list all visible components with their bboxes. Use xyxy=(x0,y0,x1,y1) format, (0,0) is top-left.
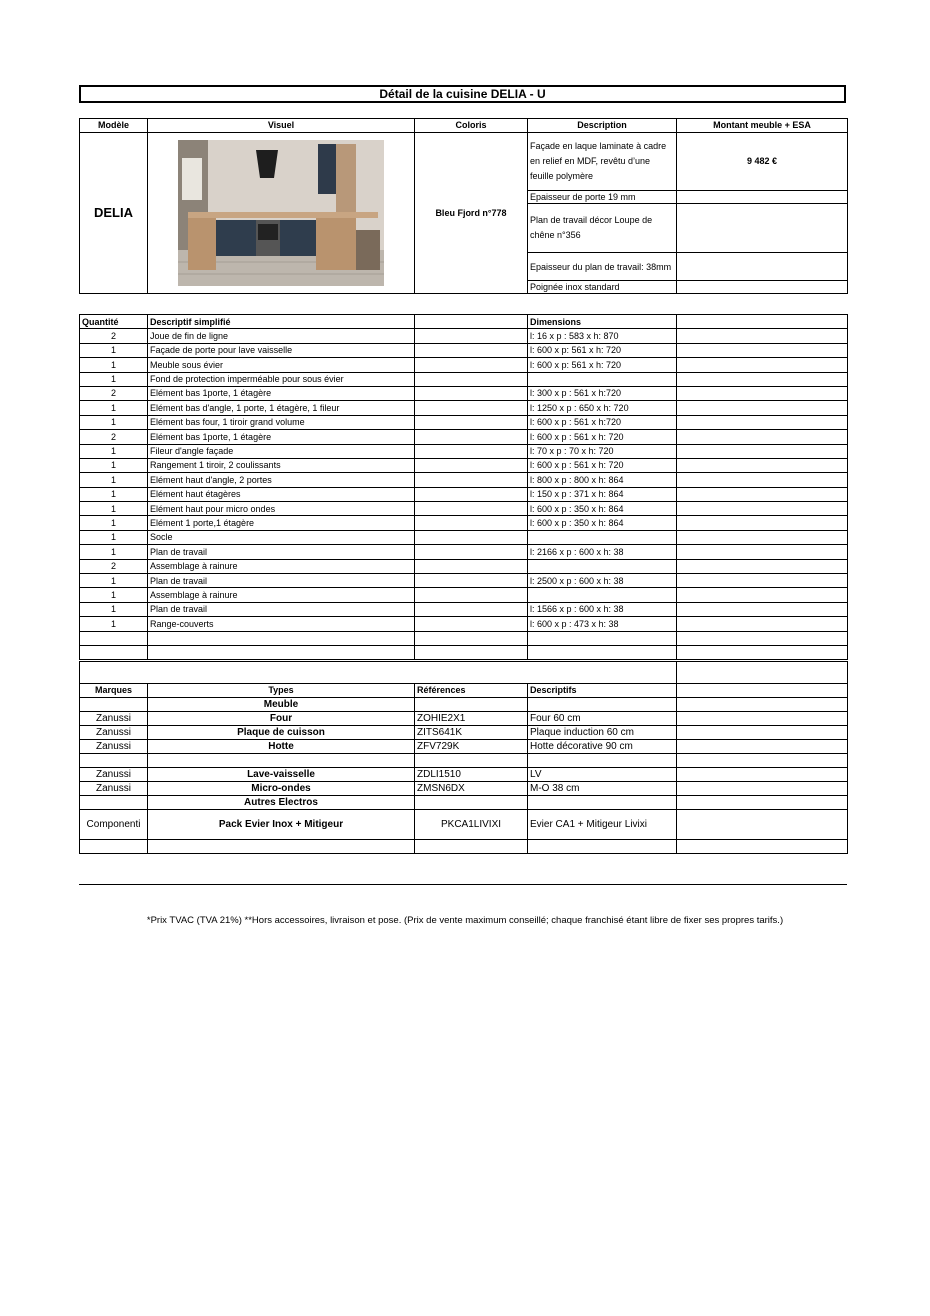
item-desc: Elément haut d'angle, 2 portes xyxy=(148,473,415,487)
item-desc xyxy=(148,645,415,659)
header-descriptifs: Descriptifs xyxy=(528,684,677,698)
item-qty: 1 xyxy=(80,617,148,631)
item-dim xyxy=(528,530,677,544)
item-desc: Elément 1 porte,1 étagère xyxy=(148,516,415,530)
kitchen-illustration xyxy=(178,140,384,286)
appliance-brand: Zanussi xyxy=(80,726,148,740)
model-montant: 9 482 € xyxy=(677,133,848,191)
header-marques: Marques xyxy=(80,684,148,698)
section-autres-electros: Autres Electros xyxy=(148,796,415,810)
table-row xyxy=(80,645,848,659)
appliance-brand: Zanussi xyxy=(80,740,148,754)
item-desc: Meuble sous évier xyxy=(148,358,415,372)
item-qty: 2 xyxy=(80,430,148,444)
item-dim: l: 150 x p : 371 x h: 864 xyxy=(528,487,677,501)
table-row xyxy=(80,430,848,444)
header-coloris: Coloris xyxy=(415,119,528,133)
item-qty: 1 xyxy=(80,444,148,458)
kitchen-image xyxy=(178,140,384,286)
item-desc: Assemblage à rainure xyxy=(148,559,415,573)
table-row xyxy=(80,444,848,458)
appliance-brand: Zanussi xyxy=(80,712,148,726)
header-visuel: Visuel xyxy=(148,119,415,133)
item-desc: Joue de fin de ligne xyxy=(148,329,415,343)
appliance-type: Micro-ondes xyxy=(148,782,415,796)
table-row xyxy=(80,574,848,588)
table-row xyxy=(80,487,848,501)
appliance-type: Hotte xyxy=(148,740,415,754)
item-qty: 1 xyxy=(80,343,148,357)
item-desc: Elément bas 1porte, 1 étagère xyxy=(148,386,415,400)
appliance-desc: Four 60 cm xyxy=(528,712,677,726)
item-desc: Range-couverts xyxy=(148,617,415,631)
header-modele: Modèle xyxy=(80,119,148,133)
table-row xyxy=(80,329,848,343)
appliance-ref: ZFV729K xyxy=(415,740,528,754)
header-dimensions: Dimensions xyxy=(528,315,677,329)
header-quantite: Quantité xyxy=(80,315,148,329)
item-dim: l: 600 x p : 561 x h:720 xyxy=(528,415,677,429)
appliances-table xyxy=(79,661,848,854)
item-dim: l: 600 x p: 561 x h: 720 xyxy=(528,358,677,372)
item-desc: Elément bas d'angle, 1 porte, 1 étagère, 1 fileur xyxy=(148,401,415,415)
item-qty: 1 xyxy=(80,530,148,544)
header-montant: Montant meuble + ESA xyxy=(677,119,848,133)
appliance-desc: LV xyxy=(528,768,677,782)
item-dim: l: 1250 x p : 650 x h: 720 xyxy=(528,401,677,415)
item-qty: 1 xyxy=(80,545,148,559)
header-types: Types xyxy=(148,684,415,698)
componenti-brand: Componenti xyxy=(80,810,148,840)
item-qty: 1 xyxy=(80,401,148,415)
item-desc: Fileur d'angle façade xyxy=(148,444,415,458)
description-2: Epaisseur de porte 19 mm xyxy=(528,191,677,204)
item-desc: Elément haut étagères xyxy=(148,487,415,501)
header-descriptif: Descriptif simplifié xyxy=(148,315,415,329)
appliance-ref: ZITS641K xyxy=(415,726,528,740)
item-desc: Fond de protection imperméable pour sous évier xyxy=(148,372,415,386)
item-qty: 1 xyxy=(80,415,148,429)
header-description: Description xyxy=(528,119,677,133)
appliance-row xyxy=(80,712,848,726)
appliance-ref: ZMSN6DX xyxy=(415,782,528,796)
item-dim: l: 600 x p : 350 x h: 864 xyxy=(528,516,677,530)
table-row xyxy=(80,516,848,530)
table-row xyxy=(80,631,848,645)
appliance-desc: M-O 38 cm xyxy=(528,782,677,796)
componenti-type: Pack Evier Inox + Mitigeur xyxy=(148,810,415,840)
table-row xyxy=(80,502,848,516)
item-dim xyxy=(528,559,677,573)
appliance-desc: Plaque induction 60 cm xyxy=(528,726,677,740)
item-dim: l: 2166 x p : 600 x h: 38 xyxy=(528,545,677,559)
model-name: DELIA xyxy=(80,133,148,294)
table-row xyxy=(80,415,848,429)
item-desc xyxy=(148,631,415,645)
description-5: Poignée inox standard xyxy=(528,281,677,294)
item-dim: l: 600 x p: 561 x h: 720 xyxy=(528,343,677,357)
item-qty: 1 xyxy=(80,372,148,386)
item-qty: 2 xyxy=(80,386,148,400)
table-row xyxy=(80,588,848,602)
item-desc: Plan de travail xyxy=(148,545,415,559)
item-desc: Plan de travail xyxy=(148,574,415,588)
footnote: *Prix TVAC (TVA 21%) **Hors accessoires, livraison et pose. (Prix de vente maximum conseillé; chaque franchisé étant libre de fixer ses propres tarifs.) xyxy=(146,915,784,926)
item-qty: 1 xyxy=(80,458,148,472)
item-desc: Elément bas four, 1 tiroir grand volume xyxy=(148,415,415,429)
item-desc: Elément haut pour micro ondes xyxy=(148,502,415,516)
table-row xyxy=(80,386,848,400)
item-dim: l: 16 x p : 583 x h: 870 xyxy=(528,329,677,343)
table-row xyxy=(80,545,848,559)
item-dim xyxy=(528,631,677,645)
item-dim: l: 600 x p : 561 x h: 720 xyxy=(528,458,677,472)
table-row xyxy=(80,559,848,573)
item-desc: Façade de porte pour lave vaisselle xyxy=(148,343,415,357)
table-row xyxy=(80,617,848,631)
table-row xyxy=(80,458,848,472)
item-dim: l: 70 x p : 70 x h: 720 xyxy=(528,444,677,458)
item-desc: Assemblage à rainure xyxy=(148,588,415,602)
description-4: Epaisseur du plan de travail: 38mm xyxy=(528,253,677,281)
item-qty xyxy=(80,631,148,645)
appliance-brand: Zanussi xyxy=(80,768,148,782)
item-qty: 1 xyxy=(80,487,148,501)
table-row xyxy=(80,358,848,372)
item-qty: 1 xyxy=(80,358,148,372)
table-row xyxy=(80,401,848,415)
appliance-brand: Zanussi xyxy=(80,782,148,796)
componenti-desc: Evier CA1 + Mitigeur Livixi xyxy=(528,810,677,840)
table-row xyxy=(80,530,848,544)
item-dim: l: 300 x p : 561 x h:720 xyxy=(528,386,677,400)
item-dim: l: 800 x p : 800 x h: 864 xyxy=(528,473,677,487)
item-dim xyxy=(528,588,677,602)
table-row xyxy=(80,343,848,357)
item-qty: 1 xyxy=(80,502,148,516)
items-table xyxy=(79,314,848,660)
description-3: Plan de travail décor Loupe de chêne n°356 xyxy=(528,204,677,253)
item-dim: l: 600 x p : 350 x h: 864 xyxy=(528,502,677,516)
item-qty: 1 xyxy=(80,588,148,602)
item-dim: l: 600 x p : 561 x h: 720 xyxy=(528,430,677,444)
appliance-type: Four xyxy=(148,712,415,726)
appliance-row xyxy=(80,768,848,782)
item-dim: l: 1566 x p : 600 x h: 38 xyxy=(528,602,677,616)
item-qty xyxy=(80,645,148,659)
item-qty: 1 xyxy=(80,574,148,588)
item-qty: 1 xyxy=(80,473,148,487)
divider xyxy=(79,884,847,885)
appliance-type: Lave-vaisselle xyxy=(148,768,415,782)
appliance-desc: Hotte décorative 90 cm xyxy=(528,740,677,754)
componenti-ref: PKCA1LIVIXI xyxy=(415,810,528,840)
item-dim: l: 2500 x p : 600 x h: 38 xyxy=(528,574,677,588)
appliance-ref: ZOHIE2X1 xyxy=(415,712,528,726)
appliance-row xyxy=(80,726,848,740)
item-desc: Rangement 1 tiroir, 2 coulissants xyxy=(148,458,415,472)
item-dim: l: 600 x p : 473 x h: 38 xyxy=(528,617,677,631)
table-row xyxy=(80,602,848,616)
appliance-ref: ZDLI1510 xyxy=(415,768,528,782)
appliance-row xyxy=(80,740,848,754)
item-qty: 1 xyxy=(80,516,148,530)
model-table xyxy=(79,118,848,294)
item-dim xyxy=(528,645,677,659)
description-1: Façade en laque laminate à cadre en relief en MDF, revêtu d’une feuille polymère xyxy=(528,133,677,191)
header-references: Références xyxy=(415,684,528,698)
item-desc: Socle xyxy=(148,530,415,544)
item-desc: Plan de travail xyxy=(148,602,415,616)
model-coloris: Bleu Fjord n°778 xyxy=(415,133,528,294)
item-qty: 1 xyxy=(80,602,148,616)
table-row xyxy=(80,372,848,386)
kitchen-visual-cell xyxy=(148,133,415,294)
item-qty: 2 xyxy=(80,329,148,343)
table-row xyxy=(80,473,848,487)
item-dim xyxy=(528,372,677,386)
section-meuble: Meuble xyxy=(148,698,415,712)
item-desc: Elément bas 1porte, 1 étagère xyxy=(148,430,415,444)
appliance-type: Plaque de cuisson xyxy=(148,726,415,740)
appliance-row xyxy=(80,782,848,796)
page-title: Détail de la cuisine DELIA - U xyxy=(79,85,846,103)
item-qty: 2 xyxy=(80,559,148,573)
